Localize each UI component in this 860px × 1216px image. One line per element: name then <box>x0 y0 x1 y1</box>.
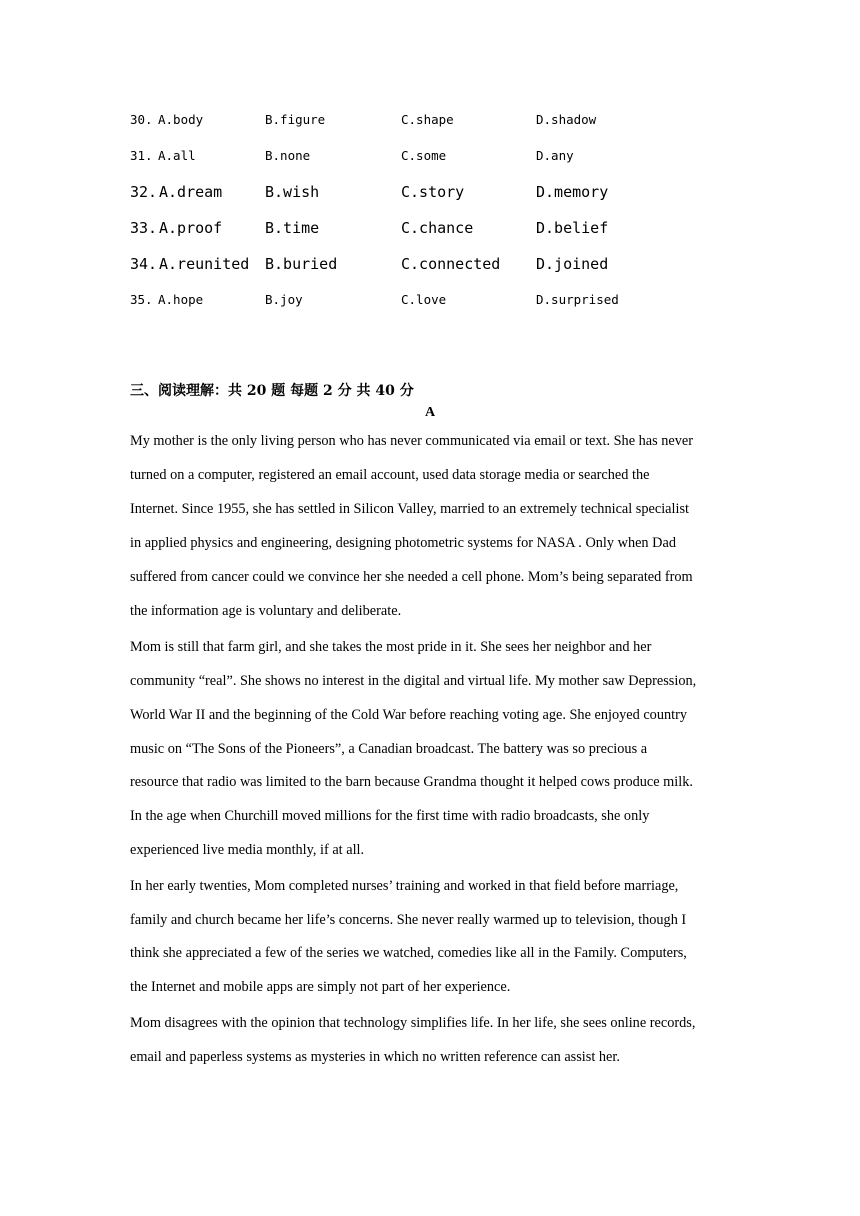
option-d: D.any <box>536 148 574 163</box>
paragraph-line: Mom is still that farm girl, and she takes the most pride in it. She sees her neighbor and her <box>130 639 652 655</box>
paragraph-line: Mom disagrees with the opinion that technology simplifies life. In her life, she sees online records, <box>130 1015 696 1031</box>
question-number: 35. <box>130 292 153 307</box>
option-c: C.chance <box>401 219 474 237</box>
paragraph-line: family and church became her life’s concerns. She never really warmed up to television, though I <box>130 912 687 928</box>
paragraph-line: Internet. Since 1955, she has settled in Silicon Valley, married to an extremely technical specialist <box>130 501 690 517</box>
option-b: B.figure <box>265 112 326 127</box>
option-b: B.buried <box>265 255 338 273</box>
paragraph-line: My mother is the only living person who has never communicated via email or text. She has never <box>130 433 694 449</box>
option-c: C.love <box>401 292 447 307</box>
paragraph-line: community “real”. She shows no interest in the digital and virtual life. My mother saw Depression, <box>130 673 697 689</box>
paragraph-line: World War II and the beginning of the Cold War before reaching voting age. She enjoyed country <box>130 707 688 723</box>
option-a: A.reunited <box>159 255 250 273</box>
paragraph-line: the Internet and mobile apps are simply not part of her experience. <box>130 979 511 995</box>
paragraph-line: experienced live media monthly, if at all. <box>130 842 365 858</box>
option-a: A.hope <box>158 292 204 307</box>
option-a: A.proof <box>159 219 223 237</box>
option-a: A.all <box>158 148 196 163</box>
paragraph-line: music on “The Sons of the Pioneers”, a Canadian broadcast. The battery was so precious a <box>130 741 648 757</box>
paragraph-line: email and paperless systems as mysteries in which no written reference can assist her. <box>130 1049 620 1065</box>
option-b: B.time <box>265 219 320 237</box>
option-d: D.shadow <box>536 112 597 127</box>
option-a: A.dream <box>159 183 223 201</box>
option-c: C.connected <box>401 255 501 273</box>
paragraph-line: think she appreciated a few of the series we watched, comedies like all in the Family. Computers, <box>130 945 687 961</box>
paragraph-line: the information age is voluntary and deliberate. <box>130 603 402 619</box>
passage-label: A <box>424 405 436 420</box>
question-number: 32. <box>130 183 158 201</box>
paragraph-line: turned on a computer, registered an email account, used data storage media or searched the <box>130 467 650 483</box>
option-d: D.surprised <box>536 292 619 307</box>
option-b: B.wish <box>265 183 320 201</box>
option-d: D.belief <box>536 219 609 237</box>
option-c: C.some <box>401 148 447 163</box>
question-number: 31. <box>130 148 153 163</box>
option-b: B.joy <box>265 292 303 307</box>
paragraph-line: in applied physics and engineering, designing photometric systems for NASA . Only when Dad <box>130 535 676 551</box>
option-d: D.joined <box>536 255 609 273</box>
question-number: 34. <box>130 255 158 273</box>
option-c: C.story <box>401 183 465 201</box>
option-c: C.shape <box>401 112 454 127</box>
paragraph-line: suffered from cancer could we convince her she needed a cell phone. Mom’s being separated from <box>130 569 693 585</box>
section-title: 三、阅读理解：共 20 题 每题 2 分 共 40 分 <box>130 383 414 399</box>
paragraph-line: In her early twenties, Mom completed nurses’ training and worked in that field before marriage, <box>130 878 679 894</box>
option-b: B.none <box>265 148 311 163</box>
question-number: 33. <box>130 219 158 237</box>
option-a: A.body <box>158 112 204 127</box>
question-number: 30. <box>130 112 153 127</box>
paragraph-line: In the age when Churchill moved millions for the first time with radio broadcasts, she only <box>130 808 650 824</box>
option-d: D.memory <box>536 183 609 201</box>
paragraph-line: resource that radio was limited to the barn because Grandma thought it helped cows produce milk. <box>130 774 693 790</box>
